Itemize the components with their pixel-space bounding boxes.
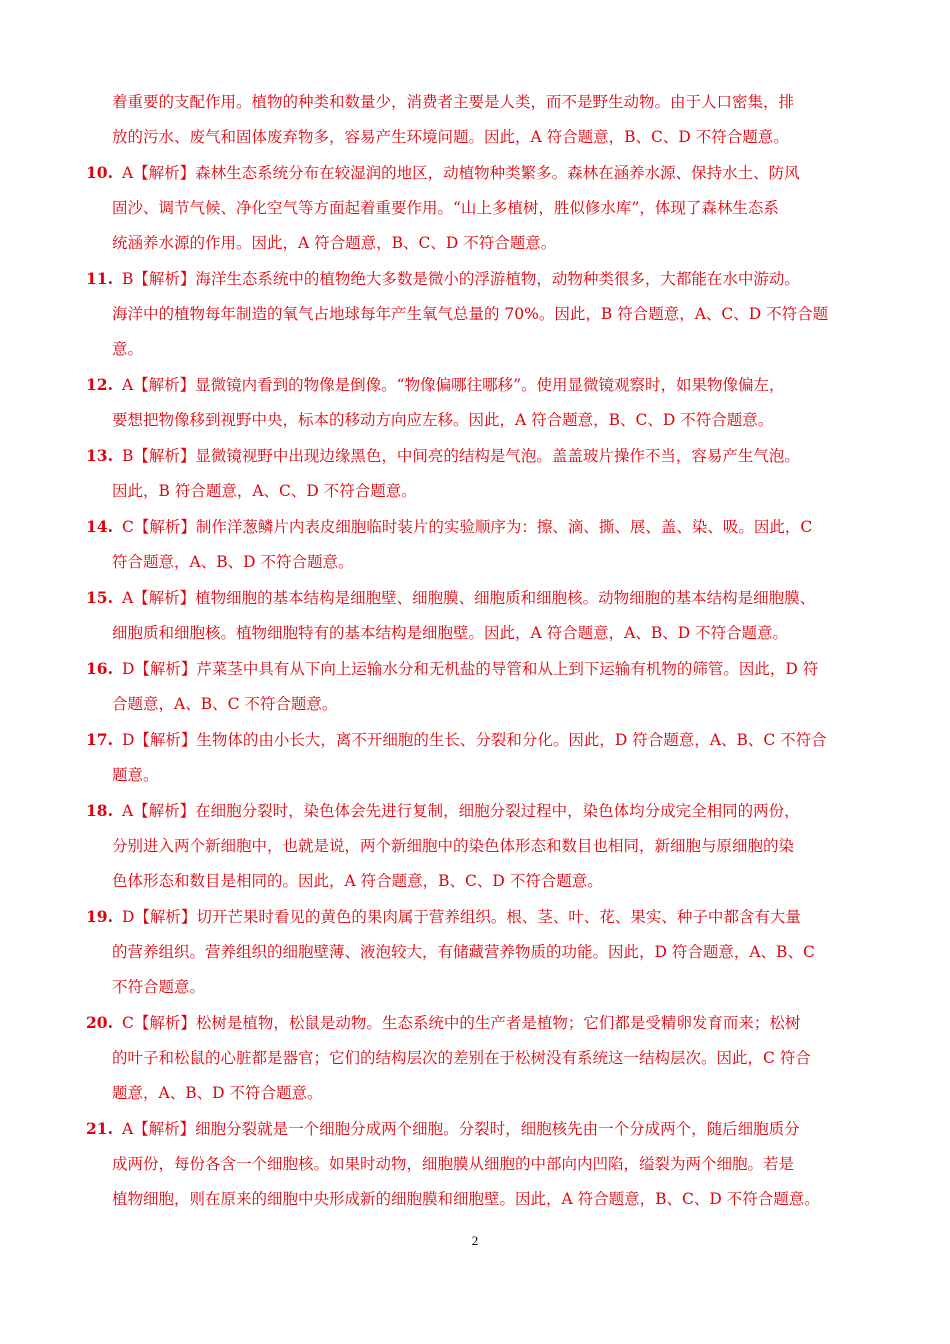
answer-number: 19. xyxy=(86,907,113,926)
answer-line-first xyxy=(86,375,785,395)
answer-line-first xyxy=(86,801,800,821)
answer-number: 20. xyxy=(86,1013,113,1032)
answer-line: 固沙、调节气候、净化空气等方面起着重要作用。“山上多植树，胜似修水库”，体现了森林生态系 xyxy=(112,199,779,217)
answer-number: 15. xyxy=(86,588,113,607)
answer-line-text: C【解析】松树是植物，松鼠是动物。生态系统中的生产者是植物；它们都是受精卵发育而来；松树 xyxy=(121,1014,801,1032)
answer-line-first xyxy=(86,659,818,679)
answer-number: 14. xyxy=(86,517,113,536)
answer-line: 要想把物像移到视野中央，标本的移动方向应左移。因此，A 符合题意，B、C、D 不符合题意。 xyxy=(112,411,774,429)
answer-line-text: C【解析】制作洋葱鳞片内表皮细胞临时装片的实验顺序为：擦、滴、撕、展、盖、染、吸。因此，C xyxy=(121,518,813,536)
answer-line-first xyxy=(86,588,815,608)
answer-number: 13. xyxy=(86,446,113,465)
answer-number: 10. xyxy=(86,163,113,182)
answer-line-text: B【解析】显微镜视野中出现边缘黑色，中间亮的结构是气泡。盖盖玻片操作不当，容易产生气泡。 xyxy=(121,447,800,465)
answer-number: 17. xyxy=(86,730,113,749)
answer-line-first xyxy=(86,517,812,537)
answer-line-first xyxy=(86,269,800,289)
answer-line-first xyxy=(86,1013,800,1033)
answer-number: 12. xyxy=(86,375,113,394)
answer-line-text: A【解析】在细胞分裂时，染色体会先进行复制，细胞分裂过程中，染色体均分成完全相同的两份， xyxy=(121,802,800,820)
answer-line-text: D【解析】切开芒果时看见的黄色的果肉属于营养组织。根、茎、叶、花、果实、种子中都含有大量 xyxy=(121,908,801,926)
answer-line: 放的污水、废气和固体废弃物多，容易产生环境问题。因此，A 符合题意，B、C、D 不符合题意。 xyxy=(112,128,789,146)
answer-line-text: D【解析】生物体的由小长大，离不开细胞的生长、分裂和分化。因此，D 符合题意，A、B、C 不符合 xyxy=(121,731,827,749)
answer-line: 的营养组织。营养组织的细胞壁薄、液泡较大，有储藏营养物质的功能。因此，D 符合题意，A、B、C xyxy=(112,943,815,961)
answer-line-first xyxy=(86,163,800,183)
answer-line: 的叶子和松鼠的心脏都是器官；它们的结构层次的差别在于松树没有系统这一结构层次。因此，C 符合 xyxy=(112,1049,811,1067)
answer-line: 题意。 xyxy=(112,766,159,784)
answer-line-text: D【解析】芹菜茎中具有从下向上运输水分和无机盐的导管和从上到下运输有机物的筛管。因此，D 符 xyxy=(121,660,819,678)
answer-line-first xyxy=(86,730,827,750)
answer-line: 题意，A、B、D 不符合题意。 xyxy=(112,1084,323,1102)
answer-number: 11. xyxy=(86,269,113,288)
answer-line-first xyxy=(86,907,801,927)
answer-line: 不符合题意。 xyxy=(112,978,206,996)
answer-line: 分别进入两个新细胞中，也就是说，两个新细胞中的染色体形态和数目也相同，新细胞与原细胞的染 xyxy=(112,837,795,855)
answer-line: 合题意，A、B、C 不符合题意。 xyxy=(112,695,338,713)
answer-line-text: A【解析】细胞分裂就是一个细胞分成两个细胞。分裂时，细胞核先由一个分成两个，随后细胞质分 xyxy=(121,1120,800,1138)
answer-line: 色体形态和数目是相同的。因此，A 符合题意，B、C、D 不符合题意。 xyxy=(112,872,603,890)
answer-line-text: A【解析】显微镜内看到的物像是倒像。“物像偏哪往哪移”。使用显微镜观察时，如果物像偏左， xyxy=(121,376,785,394)
answer-line: 海洋中的植物每年制造的氧气占地球每年产生氧气总量的 70%。因此，B 符合题意，A、C、D 不符合题 xyxy=(112,305,829,323)
page-number: 2 xyxy=(471,1233,479,1248)
answer-line: 意。 xyxy=(112,340,144,358)
answer-line-text: A【解析】植物细胞的基本结构是细胞壁、细胞膜、细胞质和细胞核。动物细胞的基本结构是细胞膜、 xyxy=(121,589,816,607)
answer-line-first xyxy=(86,446,800,466)
answer-number: 18. xyxy=(86,801,113,820)
answer-number: 21. xyxy=(86,1119,113,1138)
answer-line: 着重要的支配作用。植物的种类和数量少，消费者主要是人类，而不是野生动物。由于人口密集，排 xyxy=(112,93,795,111)
answer-line: 植物细胞，则在原来的细胞中央形成新的细胞膜和细胞壁。因此，A 符合题意，B、C、D 不符合题意。 xyxy=(112,1190,820,1208)
answer-line-text: A【解析】森林生态系统分布在较湿润的地区，动植物种类繁多。森林在涵养水源、保持水土、防风 xyxy=(121,164,800,182)
answer-line-first xyxy=(86,1119,800,1139)
answer-line-text: B【解析】海洋生态系统中的植物绝大多数是微小的浮游植物，动物种类很多，大都能在水中游动。 xyxy=(121,270,800,288)
answer-line: 细胞质和细胞核。植物细胞特有的基本结构是细胞壁。因此，A 符合题意，A、B、D 不符合题意。 xyxy=(112,624,789,642)
answer-number: 16. xyxy=(86,659,113,678)
answer-line: 成两份，每份各含一个细胞核。如果时动物，细胞膜从细胞的中部向内凹陷，缢裂为两个细胞。若是 xyxy=(112,1155,795,1173)
answer-line: 因此，B 符合题意，A、C、D 不符合题意。 xyxy=(112,482,417,500)
answer-line: 符合题意，A、B、D 不符合题意。 xyxy=(112,553,354,571)
answer-line: 统涵养水源的作用。因此，A 符合题意，B、C、D 不符合题意。 xyxy=(112,234,557,252)
